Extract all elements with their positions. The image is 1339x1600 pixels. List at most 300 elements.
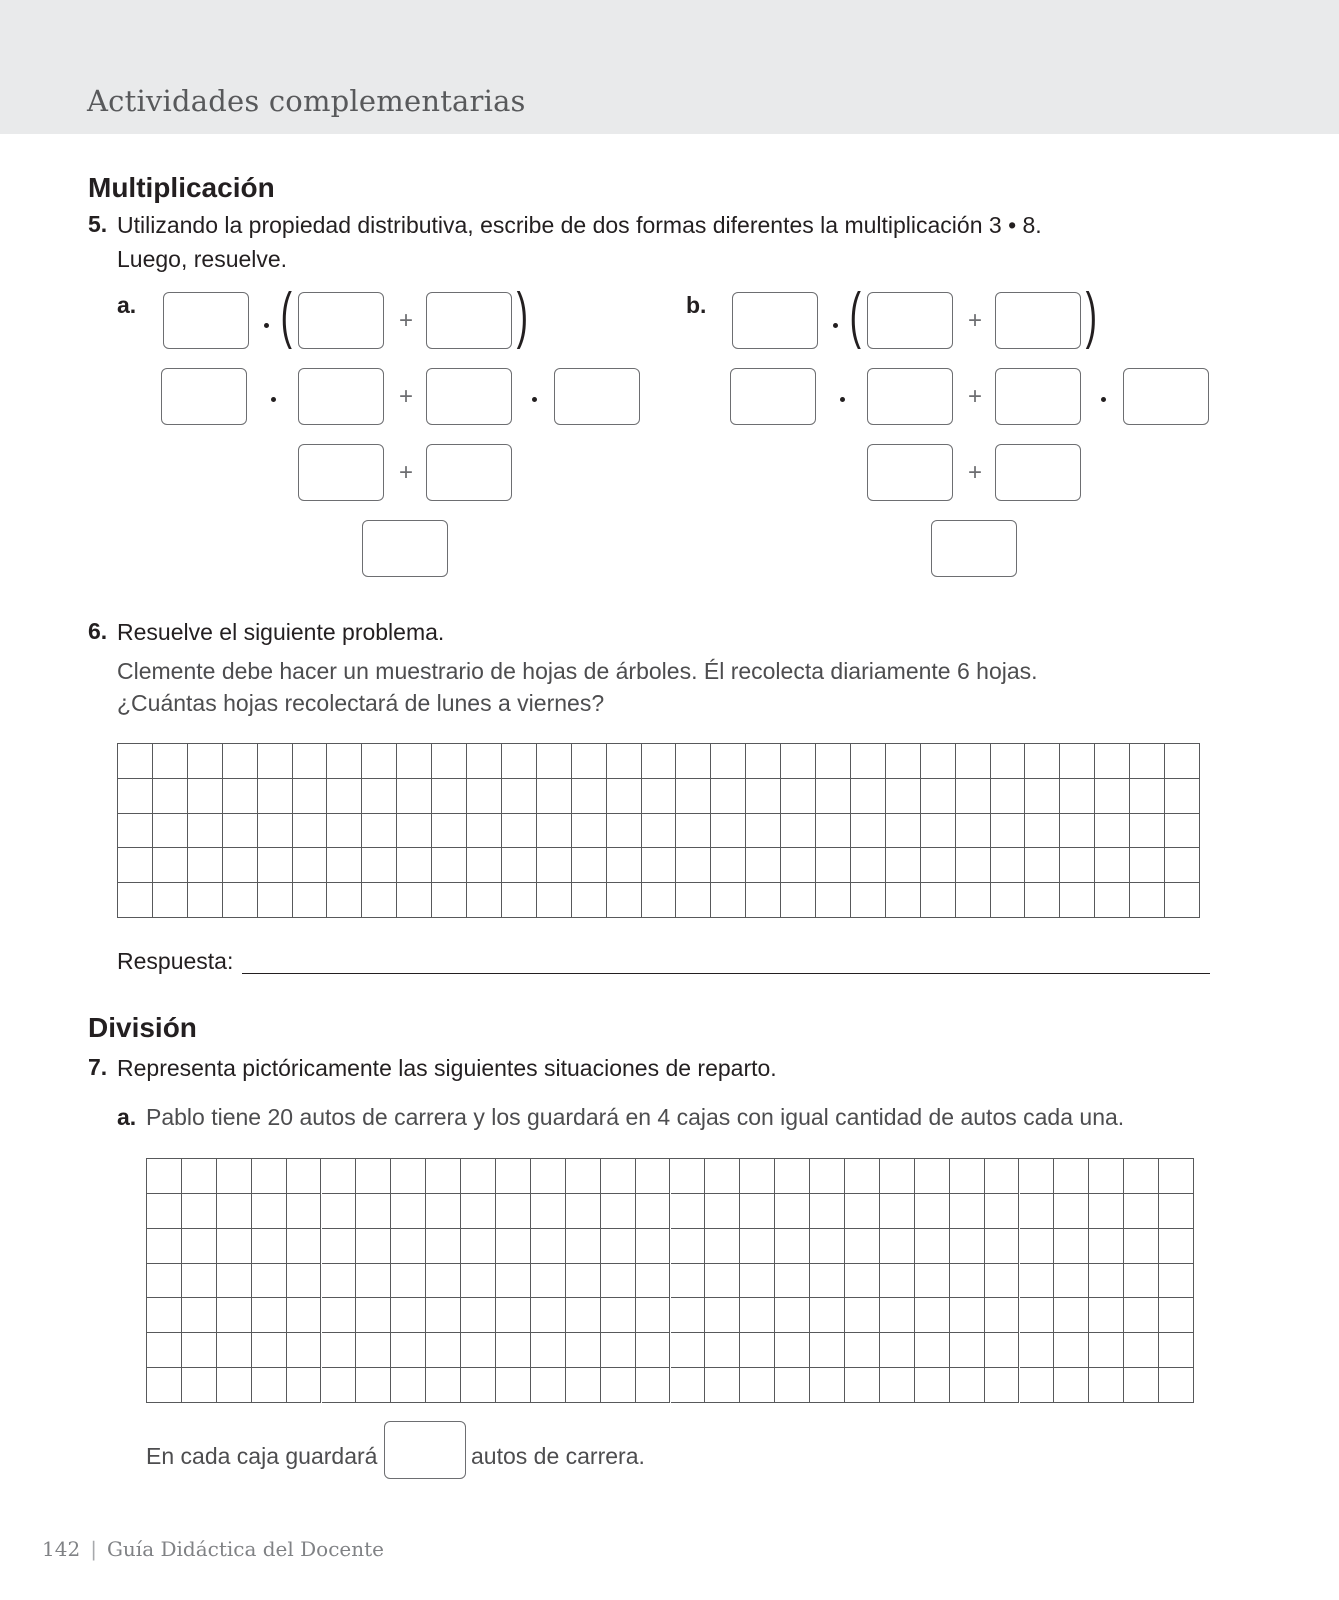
grid-cell[interactable] [851,779,886,814]
grid-cell[interactable] [461,1264,496,1299]
grid-cell[interactable] [676,744,711,779]
grid-cell[interactable] [252,1264,287,1299]
grid-cell[interactable] [496,1159,531,1194]
grid-cell[interactable] [1089,1264,1124,1299]
grid-cell[interactable] [851,883,886,918]
grid-cell[interactable] [182,1368,217,1403]
grid-cell[interactable] [182,1159,217,1194]
grid-cell[interactable] [537,744,572,779]
grid-cell[interactable] [956,848,991,883]
grid-cell[interactable] [746,779,781,814]
grid-cell[interactable] [601,1229,636,1264]
grid-cell[interactable] [461,1298,496,1333]
grid-cell[interactable] [1165,814,1200,849]
grid-cell[interactable] [1054,1229,1089,1264]
grid-cell[interactable] [956,779,991,814]
grid-cell[interactable] [531,1159,566,1194]
grid-cell[interactable] [287,1159,322,1194]
grid-cell[interactable] [356,1264,391,1299]
grid-cell[interactable] [781,779,816,814]
grid-cell[interactable] [432,779,467,814]
grid-cell[interactable] [252,1298,287,1333]
grid-cell[interactable] [636,1229,671,1264]
grid-cell[interactable] [467,814,502,849]
grid-cell[interactable] [915,1229,950,1264]
grid-cell[interactable] [397,848,432,883]
grid-cell[interactable] [1095,883,1130,918]
grid-cell[interactable] [188,814,223,849]
grid-cell[interactable] [1054,1333,1089,1368]
grid-cell[interactable] [921,779,956,814]
grid-cell[interactable] [1095,779,1130,814]
grid-cell[interactable] [1130,814,1165,849]
answer-box[interactable] [1123,368,1209,425]
grid-cell[interactable] [1165,883,1200,918]
grid-cell[interactable] [1165,779,1200,814]
grid-cell[interactable] [845,1368,880,1403]
grid-cell[interactable] [147,1159,182,1194]
result-box[interactable] [362,520,448,577]
grid-cell[interactable] [671,1264,706,1299]
grid-cell[interactable] [991,883,1026,918]
grid-cell[interactable] [746,848,781,883]
grid-cell[interactable] [217,1368,252,1403]
grid-cell[interactable] [950,1333,985,1368]
grid-cell[interactable] [1130,848,1165,883]
grid-cell[interactable] [391,1159,426,1194]
grid-cell[interactable] [118,848,153,883]
grid-cell[interactable] [391,1333,426,1368]
grid-cell[interactable] [781,744,816,779]
answer-box[interactable] [867,292,953,349]
grid-cell[interactable] [1095,848,1130,883]
grid-cell[interactable] [642,814,677,849]
grid-cell[interactable] [531,1229,566,1264]
answer-box[interactable] [163,292,249,349]
grid-cell[interactable] [258,814,293,849]
grid-cell[interactable] [426,1298,461,1333]
grid-cell[interactable] [740,1229,775,1264]
grid-cell[interactable] [432,848,467,883]
grid-cell[interactable] [217,1333,252,1368]
grid-cell[interactable] [362,779,397,814]
grid-cell[interactable] [356,1159,391,1194]
grid-cell[interactable] [223,744,258,779]
grid-cell[interactable] [502,883,537,918]
grid-cell[interactable] [327,744,362,779]
grid-cell[interactable] [1020,1159,1055,1194]
grid-cell[interactable] [781,883,816,918]
grid-cell[interactable] [153,883,188,918]
grid-cell[interactable] [287,1229,322,1264]
grid-cell[interactable] [537,883,572,918]
answer-box[interactable] [384,1421,466,1479]
grid-cell[interactable] [293,779,328,814]
grid-cell[interactable] [1020,1368,1055,1403]
grid-cell[interactable] [572,744,607,779]
grid-cell[interactable] [845,1298,880,1333]
answer-box[interactable] [867,444,953,501]
grid-cell[interactable] [607,883,642,918]
grid-cell[interactable] [502,744,537,779]
grid-cell[interactable] [705,1368,740,1403]
grid-cell[interactable] [566,1298,601,1333]
grid-cell[interactable] [461,1333,496,1368]
grid-cell[interactable] [810,1159,845,1194]
grid-cell[interactable] [985,1333,1020,1368]
grid-cell[interactable] [258,883,293,918]
grid-cell[interactable] [915,1264,950,1299]
grid-cell[interactable] [676,848,711,883]
grid-cell[interactable] [356,1333,391,1368]
grid-cell[interactable] [531,1368,566,1403]
grid-cell[interactable] [886,779,921,814]
grid-cell[interactable] [118,744,153,779]
grid-cell[interactable] [1159,1229,1194,1264]
grid-cell[interactable] [746,883,781,918]
grid-cell[interactable] [810,1368,845,1403]
grid-cell[interactable] [642,779,677,814]
grid-cell[interactable] [188,744,223,779]
grid-cell[interactable] [147,1229,182,1264]
grid-cell[interactable] [258,744,293,779]
grid-cell[interactable] [566,1264,601,1299]
grid-cell[interactable] [607,848,642,883]
grid-cell[interactable] [956,744,991,779]
grid-cell[interactable] [327,848,362,883]
answer-box[interactable] [995,292,1081,349]
grid-cell[interactable] [1159,1159,1194,1194]
grid-cell[interactable] [252,1159,287,1194]
grid-cell[interactable] [566,1194,601,1229]
grid-cell[interactable] [1020,1264,1055,1299]
grid-cell[interactable] [775,1264,810,1299]
grid-cell[interactable] [252,1194,287,1229]
grid-cell[interactable] [496,1264,531,1299]
grid-cell[interactable] [502,814,537,849]
grid-cell[interactable] [287,1298,322,1333]
grid-cell[interactable] [391,1194,426,1229]
grid-cell[interactable] [531,1333,566,1368]
grid-cell[interactable] [426,1159,461,1194]
grid-cell[interactable] [1089,1368,1124,1403]
grid-cell[interactable] [845,1194,880,1229]
grid-cell[interactable] [397,744,432,779]
grid-cell[interactable] [845,1159,880,1194]
grid-cell[interactable] [781,848,816,883]
grid-cell[interactable] [1165,848,1200,883]
grid-cell[interactable] [915,1298,950,1333]
grid-cell[interactable] [327,779,362,814]
grid-cell[interactable] [1089,1298,1124,1333]
grid-cell[interactable] [1060,814,1095,849]
grid-cell[interactable] [182,1333,217,1368]
grid-cell[interactable] [461,1159,496,1194]
grid-cell[interactable] [1089,1333,1124,1368]
grid-cell[interactable] [153,779,188,814]
grid-cell[interactable] [991,779,1026,814]
grid-cell[interactable] [572,779,607,814]
grid-cell[interactable] [810,1333,845,1368]
grid-cell[interactable] [1054,1159,1089,1194]
grid-cell[interactable] [921,814,956,849]
grid-cell[interactable] [880,1194,915,1229]
grid-cell[interactable] [432,744,467,779]
grid-cell[interactable] [1020,1333,1055,1368]
grid-cell[interactable] [1124,1159,1159,1194]
grid-cell[interactable] [642,744,677,779]
grid-cell[interactable] [1060,848,1095,883]
grid-cell[interactable] [956,883,991,918]
grid-cell[interactable] [705,1229,740,1264]
grid-cell[interactable] [676,883,711,918]
grid-cell[interactable] [391,1368,426,1403]
grid-cell[interactable] [1130,883,1165,918]
grid-cell[interactable] [915,1368,950,1403]
grid-cell[interactable] [182,1264,217,1299]
grid-cell[interactable] [293,848,328,883]
grid-cell[interactable] [1095,814,1130,849]
answer-box[interactable] [732,292,818,349]
work-grid-question-7[interactable] [146,1158,1194,1403]
grid-cell[interactable] [461,1229,496,1264]
grid-cell[interactable] [397,779,432,814]
work-grid-question-6[interactable] [117,743,1200,918]
grid-cell[interactable] [147,1264,182,1299]
grid-cell[interactable] [1054,1298,1089,1333]
grid-cell[interactable] [1025,814,1060,849]
grid-cell[interactable] [502,848,537,883]
grid-cell[interactable] [322,1333,357,1368]
grid-cell[interactable] [467,744,502,779]
grid-cell[interactable] [705,1298,740,1333]
grid-cell[interactable] [566,1159,601,1194]
grid-cell[interactable] [915,1194,950,1229]
grid-cell[interactable] [851,814,886,849]
grid-cell[interactable] [182,1194,217,1229]
grid-cell[interactable] [1060,744,1095,779]
grid-cell[interactable] [740,1368,775,1403]
grid-cell[interactable] [642,883,677,918]
grid-cell[interactable] [636,1194,671,1229]
grid-cell[interactable] [676,814,711,849]
grid-cell[interactable] [1089,1194,1124,1229]
grid-cell[interactable] [740,1194,775,1229]
grid-cell[interactable] [607,744,642,779]
grid-cell[interactable] [1020,1298,1055,1333]
grid-cell[interactable] [322,1194,357,1229]
grid-cell[interactable] [740,1159,775,1194]
result-box[interactable] [931,520,1017,577]
grid-cell[interactable] [461,1368,496,1403]
grid-cell[interactable] [537,814,572,849]
grid-cell[interactable] [1020,1229,1055,1264]
grid-cell[interactable] [886,814,921,849]
grid-cell[interactable] [426,1229,461,1264]
grid-cell[interactable] [432,814,467,849]
grid-cell[interactable] [327,883,362,918]
grid-cell[interactable] [671,1229,706,1264]
grid-cell[interactable] [496,1368,531,1403]
grid-cell[interactable] [426,1333,461,1368]
answer-box[interactable] [426,444,512,501]
grid-cell[interactable] [397,883,432,918]
grid-cell[interactable] [636,1333,671,1368]
answer-box[interactable] [730,368,816,425]
grid-cell[interactable] [746,744,781,779]
grid-cell[interactable] [601,1333,636,1368]
grid-cell[interactable] [921,744,956,779]
grid-cell[interactable] [566,1368,601,1403]
grid-cell[interactable] [950,1194,985,1229]
grid-cell[interactable] [671,1333,706,1368]
grid-cell[interactable] [153,814,188,849]
grid-cell[interactable] [362,883,397,918]
grid-cell[interactable] [426,1264,461,1299]
grid-cell[interactable] [1089,1159,1124,1194]
grid-cell[interactable] [671,1368,706,1403]
grid-cell[interactable] [566,1229,601,1264]
grid-cell[interactable] [287,1194,322,1229]
grid-cell[interactable] [711,744,746,779]
grid-cell[interactable] [182,1298,217,1333]
grid-cell[interactable] [1060,883,1095,918]
answer-box[interactable] [298,444,384,501]
grid-cell[interactable] [775,1194,810,1229]
grid-cell[interactable] [391,1298,426,1333]
grid-cell[interactable] [287,1264,322,1299]
grid-cell[interactable] [607,779,642,814]
grid-cell[interactable] [601,1264,636,1299]
grid-cell[interactable] [711,779,746,814]
grid-cell[interactable] [1124,1368,1159,1403]
grid-cell[interactable] [467,779,502,814]
grid-cell[interactable] [147,1194,182,1229]
grid-cell[interactable] [322,1159,357,1194]
grid-cell[interactable] [1025,848,1060,883]
grid-cell[interactable] [397,814,432,849]
grid-cell[interactable] [880,1368,915,1403]
grid-cell[interactable] [915,1159,950,1194]
grid-cell[interactable] [258,848,293,883]
grid-cell[interactable] [531,1264,566,1299]
grid-cell[interactable] [467,848,502,883]
grid-cell[interactable] [886,744,921,779]
grid-cell[interactable] [252,1333,287,1368]
grid-cell[interactable] [362,814,397,849]
grid-cell[interactable] [496,1333,531,1368]
grid-cell[interactable] [502,779,537,814]
answer-box[interactable] [426,368,512,425]
grid-cell[interactable] [1124,1298,1159,1333]
grid-cell[interactable] [705,1194,740,1229]
grid-cell[interactable] [287,1333,322,1368]
grid-cell[interactable] [886,883,921,918]
grid-cell[interactable] [293,744,328,779]
grid-cell[interactable] [147,1298,182,1333]
answer-line[interactable] [242,973,1210,974]
grid-cell[interactable] [153,744,188,779]
grid-cell[interactable] [711,848,746,883]
grid-cell[interactable] [1060,779,1095,814]
grid-cell[interactable] [1054,1194,1089,1229]
grid-cell[interactable] [223,848,258,883]
grid-cell[interactable] [950,1229,985,1264]
grid-cell[interactable] [391,1264,426,1299]
grid-cell[interactable] [671,1298,706,1333]
grid-cell[interactable] [322,1264,357,1299]
grid-cell[interactable] [287,1368,322,1403]
grid-cell[interactable] [950,1298,985,1333]
grid-cell[interactable] [816,883,851,918]
grid-cell[interactable] [217,1194,252,1229]
grid-cell[interactable] [362,744,397,779]
grid-cell[interactable] [1124,1229,1159,1264]
grid-cell[interactable] [671,1159,706,1194]
grid-cell[interactable] [322,1368,357,1403]
grid-cell[interactable] [572,883,607,918]
grid-cell[interactable] [601,1194,636,1229]
answer-box[interactable] [298,292,384,349]
grid-cell[interactable] [601,1368,636,1403]
grid-cell[interactable] [322,1298,357,1333]
answer-box[interactable] [867,368,953,425]
grid-cell[interactable] [810,1229,845,1264]
grid-cell[interactable] [118,779,153,814]
grid-cell[interactable] [1159,1333,1194,1368]
grid-cell[interactable] [531,1194,566,1229]
grid-cell[interactable] [775,1298,810,1333]
grid-cell[interactable] [845,1333,880,1368]
grid-cell[interactable] [775,1333,810,1368]
grid-cell[interactable] [985,1298,1020,1333]
grid-cell[interactable] [816,744,851,779]
grid-cell[interactable] [816,814,851,849]
grid-cell[interactable] [223,779,258,814]
grid-cell[interactable] [775,1368,810,1403]
grid-cell[interactable] [607,814,642,849]
grid-cell[interactable] [362,848,397,883]
grid-cell[interactable] [985,1159,1020,1194]
grid-cell[interactable] [1025,883,1060,918]
answer-box[interactable] [995,368,1081,425]
grid-cell[interactable] [356,1368,391,1403]
grid-cell[interactable] [537,848,572,883]
grid-cell[interactable] [810,1298,845,1333]
answer-box[interactable] [298,368,384,425]
grid-cell[interactable] [740,1264,775,1299]
grid-cell[interactable] [636,1298,671,1333]
grid-cell[interactable] [775,1229,810,1264]
grid-cell[interactable] [1130,744,1165,779]
grid-cell[interactable] [327,814,362,849]
grid-cell[interactable] [845,1229,880,1264]
grid-cell[interactable] [147,1368,182,1403]
grid-cell[interactable] [880,1333,915,1368]
grid-cell[interactable] [880,1298,915,1333]
grid-cell[interactable] [356,1298,391,1333]
grid-cell[interactable] [223,883,258,918]
grid-cell[interactable] [816,779,851,814]
grid-cell[interactable] [118,814,153,849]
grid-cell[interactable] [426,1368,461,1403]
grid-cell[interactable] [601,1159,636,1194]
grid-cell[interactable] [1089,1229,1124,1264]
grid-cell[interactable] [671,1194,706,1229]
grid-cell[interactable] [816,848,851,883]
grid-cell[interactable] [1159,1298,1194,1333]
answer-box[interactable] [554,368,640,425]
